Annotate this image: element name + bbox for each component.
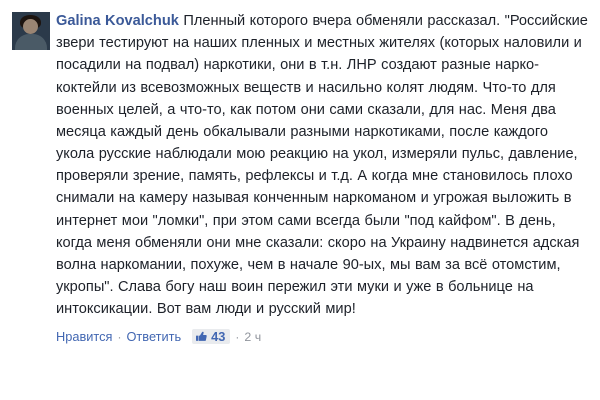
like-button[interactable]: Нравится <box>56 328 113 344</box>
avatar[interactable] <box>12 12 50 50</box>
avatar-face-shape <box>23 19 38 34</box>
post-text <box>56 10 588 320</box>
post-content <box>56 10 588 344</box>
action-separator-3: · <box>235 329 240 344</box>
post-actions <box>56 329 588 344</box>
thumbs-up-icon <box>195 330 208 343</box>
reply-button[interactable]: Ответить <box>126 328 182 344</box>
like-count-chip[interactable] <box>192 329 230 344</box>
scrollbar[interactable] <box>594 0 600 400</box>
post-body-text: Пленный которого вчера обменяли рассказал. "Российские звери тестируют на наших пленных и местных жителях (которых наловили и посадили на подвал) наркотики, они в т.н. ЛНР создают разные нарко-коктейли из всевозможных веществ и насильно колят людям. Что-то для военных целей, а что-то, как потом они сами сказали, для нас. Меня два месяца каждый день обкалывали разными наркотиками, после каждого укола русские наблюдали мою реакцию на укол, измеряли пульс, давление, проверяли зрение, память, рефлексы и т.д. А когда мне становилось плохо снимали на камеру называя конченным наркоманом и угрожая выложить в интернет мои "ломки", при этом сами всегда были "под кайфом". В день, когда меня обменяли они мне сказали: скоро на Украину надвинется адская волна наркомании, похуже, чем в начале 90-ых, мы вам за всё отомстим, укропы". Слава богу наш воин пережил эти муки и уже в больнице на интоксикации. Вот вам люди и русский мир! <box>56 13 588 318</box>
action-separator-1: · <box>117 329 122 344</box>
like-count-value: 43 <box>211 328 226 344</box>
post-author-name[interactable]: Galina Kovalchuk <box>56 13 179 29</box>
avatar-body-shape <box>15 34 47 50</box>
post-timestamp[interactable]: 2 ч <box>244 329 262 344</box>
